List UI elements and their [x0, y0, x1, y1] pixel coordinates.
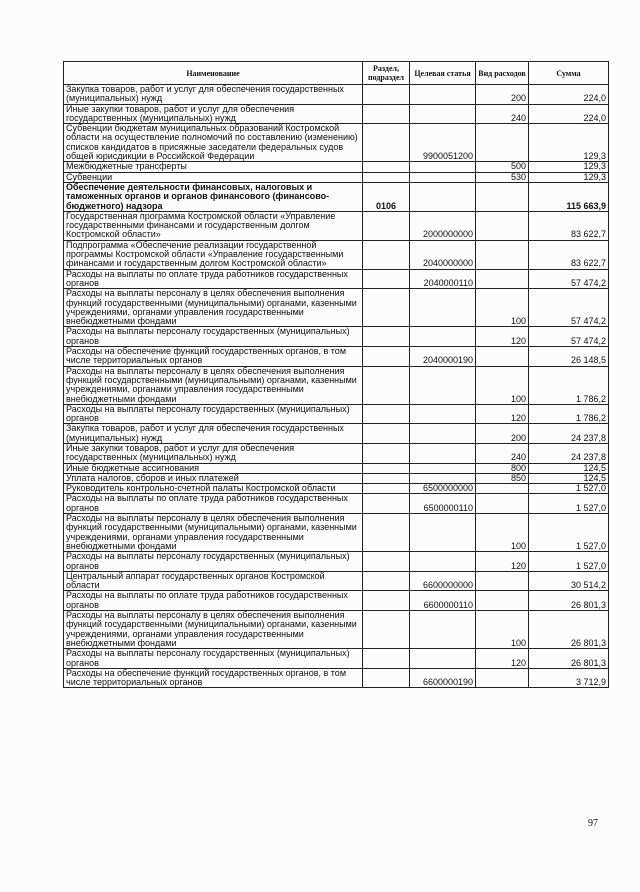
- row-name-cell: Иные бюджетные ассигнования: [64, 463, 363, 473]
- table-row: [64, 443, 609, 463]
- row-sum-cell: 129,3: [529, 162, 609, 172]
- row-name-cell: Расходы на выплаты персоналу в целях обеспечения выполнения функций государственными (муниципальными) органами, казенными учреждениями, органами управления государственными внебюджетными фондами: [64, 366, 363, 404]
- table-row: [64, 211, 609, 240]
- row-kind-cell: 120: [476, 649, 529, 669]
- row-section-cell: [363, 404, 410, 424]
- row-target-cell: [410, 162, 476, 172]
- row-target-cell: [410, 85, 476, 105]
- row-target-cell: [410, 473, 476, 483]
- table-row: [64, 104, 609, 124]
- row-section-cell: [363, 327, 410, 347]
- row-kind-cell: 200: [476, 424, 529, 444]
- row-target-cell: [410, 327, 476, 347]
- row-section-cell: [363, 463, 410, 473]
- row-section-cell: [363, 514, 410, 552]
- row-name-cell: Расходы на выплаты персоналу государственных (муниципальных) органов: [64, 327, 363, 347]
- row-kind-cell: 200: [476, 85, 529, 105]
- row-kind-cell: [476, 211, 529, 240]
- table-row: [64, 182, 609, 211]
- table-row: [64, 269, 609, 289]
- row-section-cell: [363, 211, 410, 240]
- row-target-cell: [410, 443, 476, 463]
- row-sum-cell: 1 527,0: [529, 484, 609, 494]
- table-row: [64, 240, 609, 269]
- row-name-cell: Закупка товаров, работ и услуг для обеспечения государственных (муниципальных) нужд: [64, 424, 363, 444]
- row-name-cell: Расходы на выплаты персоналу государственных (муниципальных) органов: [64, 552, 363, 572]
- row-sum-cell: 30 514,2: [529, 571, 609, 591]
- row-section-cell: [363, 484, 410, 494]
- row-kind-cell: 120: [476, 404, 529, 424]
- row-target-cell: 6600000000: [410, 571, 476, 591]
- row-section-cell: [363, 473, 410, 483]
- row-section-cell: [363, 240, 410, 269]
- table-header-row: [64, 62, 609, 85]
- row-kind-cell: 100: [476, 611, 529, 649]
- row-sum-cell: 124,5: [529, 463, 609, 473]
- row-kind-cell: [476, 182, 529, 211]
- row-name-cell: Расходы на выплаты персоналу государственных (муниципальных) органов: [64, 404, 363, 424]
- row-name-cell: Закупка товаров, работ и услуг для обеспечения государственных (муниципальных) нужд: [64, 85, 363, 105]
- table-row: [64, 327, 609, 347]
- row-target-cell: 6500000000: [410, 484, 476, 494]
- row-target-cell: [410, 172, 476, 182]
- row-section-cell: [363, 104, 410, 124]
- table-row: [64, 591, 609, 611]
- row-kind-cell: [476, 668, 529, 688]
- row-sum-cell: 1 527,0: [529, 494, 609, 514]
- row-target-cell: [410, 649, 476, 669]
- row-target-cell: 2040000110: [410, 269, 476, 289]
- table-row: [64, 366, 609, 404]
- page-number: 97: [588, 818, 598, 829]
- header-section: Раздел, подраздел: [363, 62, 410, 85]
- row-kind-cell: [476, 494, 529, 514]
- header-sum: Сумма: [529, 62, 609, 85]
- row-name-cell: Иные закупки товаров, работ и услуг для обеспечения государственных (муниципальных) нужд: [64, 443, 363, 463]
- row-target-cell: [410, 404, 476, 424]
- row-sum-cell: 26 801,3: [529, 591, 609, 611]
- row-section-cell: [363, 668, 410, 688]
- row-section-cell: [363, 591, 410, 611]
- row-name-cell: Субвенции бюджетам муниципальных образований Костромской области на осуществление полномочий по составлению (изменению) списков кандидатов в присяжные заседатели федеральных судов общей юрисдикции в Российской Федерации: [64, 124, 363, 162]
- row-sum-cell: 26 148,5: [529, 347, 609, 367]
- row-name-cell: Расходы на выплаты персоналу в целях обеспечения выполнения функций государственными (муниципальными) органами, казенными учреждениями, органами управления государственными внебюджетными фондами: [64, 289, 363, 327]
- row-target-cell: [410, 182, 476, 211]
- row-section-cell: [363, 649, 410, 669]
- row-sum-cell: 124,5: [529, 473, 609, 483]
- row-kind-cell: 120: [476, 327, 529, 347]
- row-section-cell: [363, 162, 410, 172]
- row-sum-cell: 224,0: [529, 85, 609, 105]
- row-sum-cell: 26 801,3: [529, 611, 609, 649]
- row-section-cell: [363, 424, 410, 444]
- table-row: [64, 484, 609, 494]
- row-sum-cell: 83 622,7: [529, 211, 609, 240]
- row-name-cell: Подпрограмма «Обеспечение реализации государственной программы Костромской области «Управление государственными финансами и государственным долгом Костромской области»: [64, 240, 363, 269]
- row-name-cell: Обеспечение деятельности финансовых, налоговых и таможенных органов и органов финансового (финансово-бюджетного) надзора: [64, 182, 363, 211]
- table-row: [64, 571, 609, 591]
- row-section-cell: [363, 571, 410, 591]
- row-target-cell: 2000000000: [410, 211, 476, 240]
- row-section-cell: [363, 494, 410, 514]
- row-kind-cell: [476, 269, 529, 289]
- row-name-cell: Субвенции: [64, 172, 363, 182]
- table-row: [64, 552, 609, 572]
- row-target-cell: [410, 289, 476, 327]
- row-sum-cell: 57 474,2: [529, 327, 609, 347]
- row-section-cell: [363, 552, 410, 572]
- table-row: [64, 162, 609, 172]
- row-target-cell: [410, 463, 476, 473]
- row-name-cell: Уплата налогов, сборов и иных платежей: [64, 473, 363, 483]
- row-target-cell: 6600000110: [410, 591, 476, 611]
- row-name-cell: Расходы на обеспечение функций государственных органов, в том числе территориальных органов: [64, 347, 363, 367]
- budget-table: [63, 61, 609, 688]
- row-sum-cell: 129,3: [529, 124, 609, 162]
- table-body: [64, 85, 609, 688]
- row-target-cell: [410, 611, 476, 649]
- row-section-cell: [363, 85, 410, 105]
- table-row: [64, 347, 609, 367]
- row-target-cell: 2040000000: [410, 240, 476, 269]
- row-kind-cell: [476, 591, 529, 611]
- row-sum-cell: 57 474,2: [529, 269, 609, 289]
- row-sum-cell: 83 622,7: [529, 240, 609, 269]
- row-target-cell: [410, 424, 476, 444]
- table-row: [64, 404, 609, 424]
- row-sum-cell: 1 786,2: [529, 366, 609, 404]
- row-sum-cell: 26 801,3: [529, 649, 609, 669]
- table-row: [64, 649, 609, 669]
- row-kind-cell: 240: [476, 104, 529, 124]
- row-kind-cell: [476, 124, 529, 162]
- row-section-cell: [363, 172, 410, 182]
- row-target-cell: 2040000190: [410, 347, 476, 367]
- row-kind-cell: [476, 571, 529, 591]
- row-section-cell: [363, 611, 410, 649]
- row-name-cell: Руководитель контрольно-счетной палаты Костромской области: [64, 484, 363, 494]
- row-sum-cell: 115 663,9: [529, 182, 609, 211]
- row-sum-cell: 129,3: [529, 172, 609, 182]
- row-target-cell: [410, 514, 476, 552]
- row-kind-cell: 100: [476, 289, 529, 327]
- table-row: [64, 668, 609, 688]
- table-row: [64, 85, 609, 105]
- row-target-cell: [410, 366, 476, 404]
- row-target-cell: 9900051200: [410, 124, 476, 162]
- row-name-cell: Расходы на выплаты по оплате труда работников государственных органов: [64, 494, 363, 514]
- table-row: [64, 424, 609, 444]
- row-kind-cell: 240: [476, 443, 529, 463]
- row-sum-cell: 24 237,8: [529, 424, 609, 444]
- header-kind: Вид расходов: [476, 62, 529, 85]
- row-section-cell: [363, 366, 410, 404]
- row-sum-cell: 24 237,8: [529, 443, 609, 463]
- row-sum-cell: 57 474,2: [529, 289, 609, 327]
- row-section-cell: 0106: [363, 182, 410, 211]
- header-target: Целевая статья: [410, 62, 476, 85]
- row-sum-cell: 1 527,0: [529, 514, 609, 552]
- row-name-cell: Расходы на выплаты по оплате труда работников государственных органов: [64, 591, 363, 611]
- row-section-cell: [363, 124, 410, 162]
- row-name-cell: Межбюджетные трансферты: [64, 162, 363, 172]
- row-sum-cell: 1 786,2: [529, 404, 609, 424]
- row-kind-cell: [476, 484, 529, 494]
- row-section-cell: [363, 347, 410, 367]
- row-name-cell: Расходы на обеспечение функций государственных органов, в том числе территориальных органов: [64, 668, 363, 688]
- row-name-cell: Расходы на выплаты по оплате труда работников государственных органов: [64, 269, 363, 289]
- row-target-cell: 6600000190: [410, 668, 476, 688]
- row-name-cell: Расходы на выплаты персоналу в целях обеспечения выполнения функций государственными (муниципальными) органами, казенными учреждениями, органами управления государственными внебюджетными фондами: [64, 514, 363, 552]
- row-section-cell: [363, 289, 410, 327]
- row-name-cell: Иные закупки товаров, работ и услуг для обеспечения государственных (муниципальных) нужд: [64, 104, 363, 124]
- row-target-cell: [410, 552, 476, 572]
- header-name: Наименование: [64, 62, 363, 85]
- row-kind-cell: 100: [476, 514, 529, 552]
- row-sum-cell: 1 527,0: [529, 552, 609, 572]
- row-target-cell: 6500000110: [410, 494, 476, 514]
- row-name-cell: Центральный аппарат государственных органов Костромской области: [64, 571, 363, 591]
- table-row: [64, 473, 609, 483]
- row-section-cell: [363, 443, 410, 463]
- row-target-cell: [410, 104, 476, 124]
- table-row: [64, 494, 609, 514]
- table-row: [64, 124, 609, 162]
- row-sum-cell: 3 712,9: [529, 668, 609, 688]
- row-sum-cell: 224,0: [529, 104, 609, 124]
- row-kind-cell: 500: [476, 162, 529, 172]
- row-name-cell: Расходы на выплаты персоналу государственных (муниципальных) органов: [64, 649, 363, 669]
- table-row: [64, 172, 609, 182]
- row-section-cell: [363, 269, 410, 289]
- row-kind-cell: [476, 240, 529, 269]
- table-row: [64, 289, 609, 327]
- row-kind-cell: 100: [476, 366, 529, 404]
- row-kind-cell: 800: [476, 463, 529, 473]
- table-row: [64, 514, 609, 552]
- row-kind-cell: 120: [476, 552, 529, 572]
- row-kind-cell: 530: [476, 172, 529, 182]
- table-row: [64, 611, 609, 649]
- row-kind-cell: [476, 347, 529, 367]
- row-name-cell: Расходы на выплаты персоналу в целях обеспечения выполнения функций государственными (муниципальными) органами, казенными учреждениями, органами управления государственными внебюджетными фондами: [64, 611, 363, 649]
- row-kind-cell: 850: [476, 473, 529, 483]
- row-name-cell: Государственная программа Костромской области «Управление государственными финансами и государственным долгом Костромской области»: [64, 211, 363, 240]
- table-row: [64, 463, 609, 473]
